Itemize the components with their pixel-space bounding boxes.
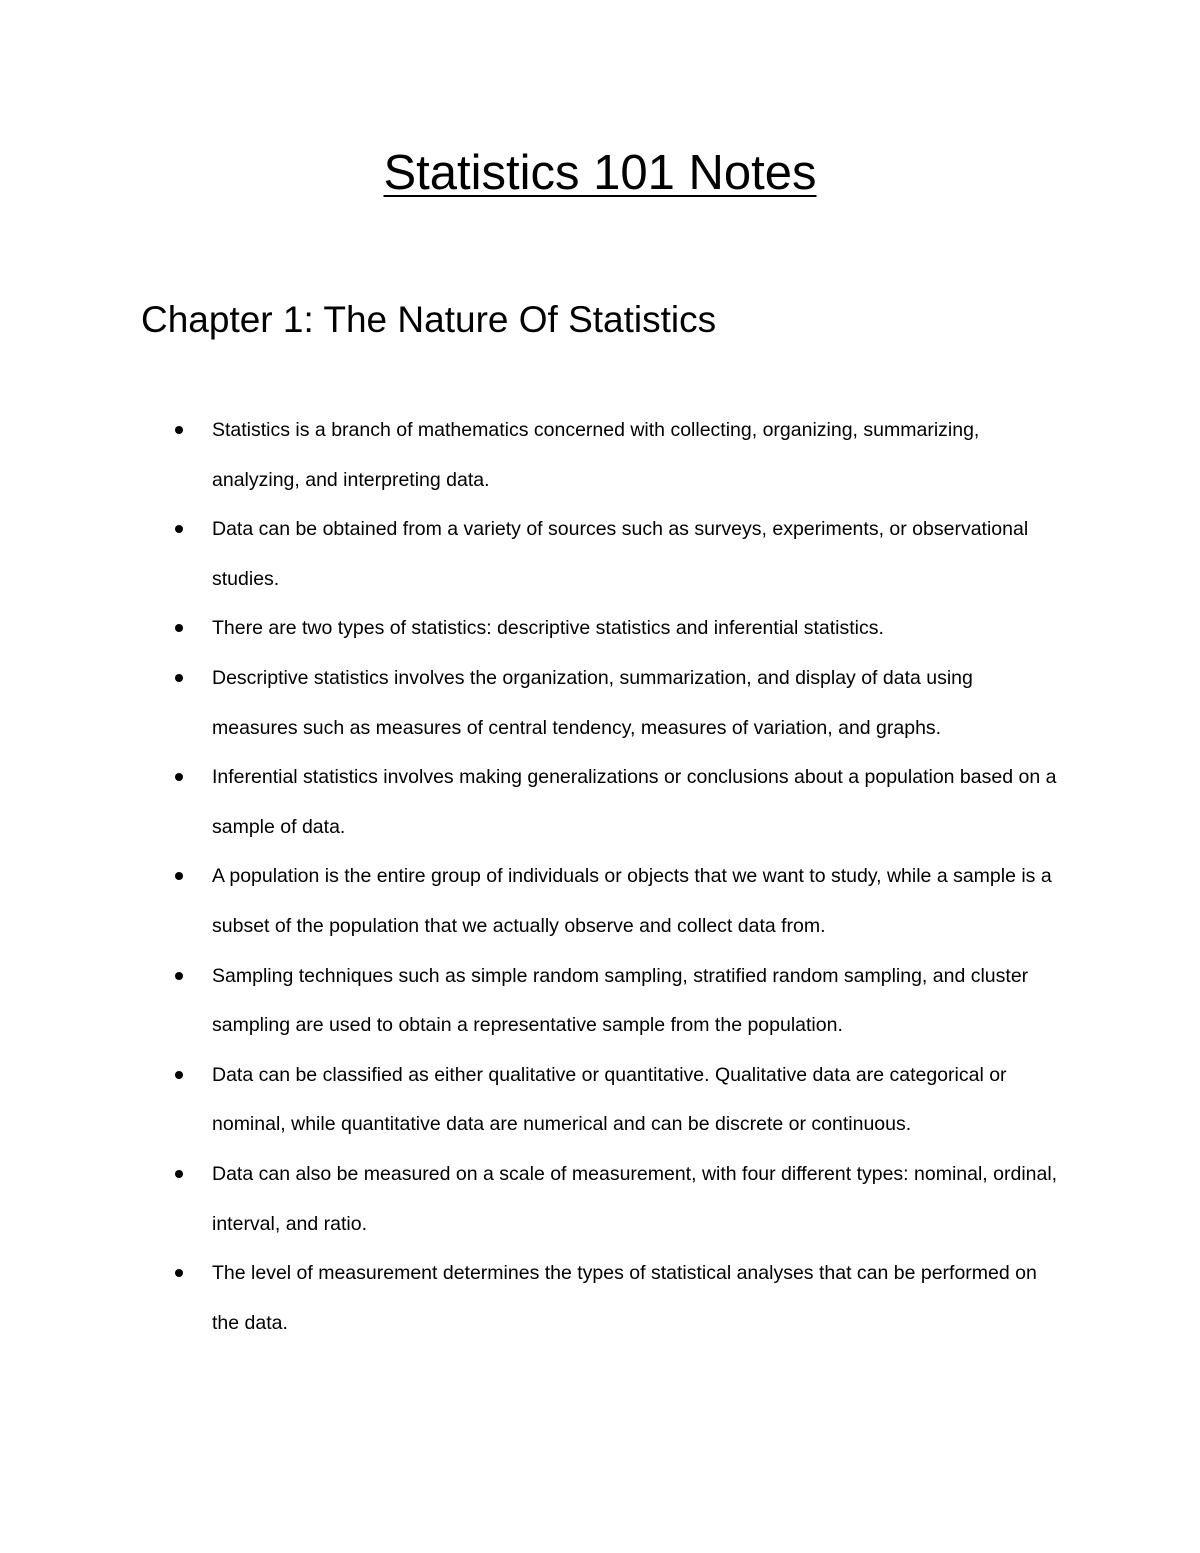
list-item [0,505,1062,604]
list-item-text: Sampling techniques such as simple random sampling, stratified random sampling, and cluster sampling are used to obtain a representative sample from the population. [212,964,1029,1037]
list-item [0,1051,1062,1150]
document-title [0,145,1200,201]
list-item [0,604,1062,654]
list-item-text: Statistics is a branch of mathematics concerned with collecting, organizing, summarizing, analyzing, and interpreting data. [212,419,980,491]
list-item-text: The level of measurement determines the types of statistical analyses that can be performed on the data. [212,1262,1037,1334]
list-item-text: Descriptive statistics involves the organization, summarization, and display of data using measures such as measures of central tendency, measures of variation, and graphs. [212,666,973,739]
bullet-icon [175,674,183,682]
bullet-icon [175,525,183,533]
bullet-icon [175,624,183,632]
bullet-icon [175,872,183,880]
bullet-icon [175,773,183,781]
list-item-text: There are two types of statistics: descriptive statistics and inferential statistics. [212,617,884,640]
bullet-icon [175,1269,183,1277]
list-item [0,654,1062,753]
bullet-icon [175,1071,183,1079]
list-item [0,1150,1062,1249]
bullet-icon [175,1170,183,1178]
bullet-icon [175,972,183,980]
list-item-text: Data can also be measured on a scale of measurement, with four different types: nominal, ordinal, interval, and ratio. [212,1162,1058,1235]
list-item [0,753,1062,852]
list-item-text: Inferential statistics involves making generalizations or conclusions about a population based on a sample of data. [212,766,1057,838]
list-item [0,406,1062,505]
chapter-heading: Chapter 1: The Nature Of Statistics [141,299,717,340]
list-item [0,952,1062,1051]
document-title-text: Statistics 101 Notes [383,146,817,200]
list-item-text: Data can be classified as either qualitative or quantitative. Qualitative data are categorical or nominal, while quantitative data are numerical and can be discrete or continuous. [212,1063,1007,1136]
list-item [0,1249,1062,1348]
list-item-text: A population is the entire group of individuals or objects that we want to study, while a sample is a subset of the population that we actually observe and collect data from. [212,865,1052,937]
list-item [0,852,1062,951]
bullet-icon [175,426,183,434]
list-item-text: Data can be obtained from a variety of sources such as surveys, experiments, or observational studies. [212,518,1029,590]
bullet-list [0,406,1200,1348]
